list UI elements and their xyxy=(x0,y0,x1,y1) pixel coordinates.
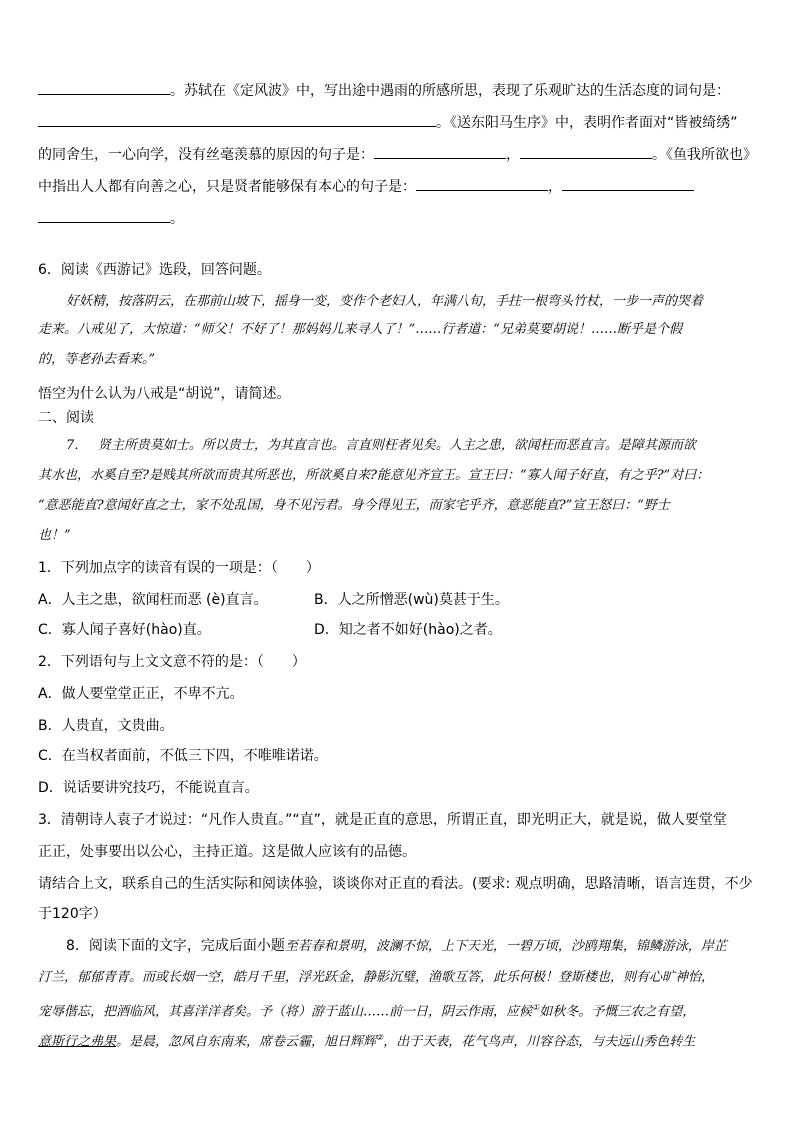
q7-sub2-option-b[interactable]: B．人贵直，文贵曲。 xyxy=(38,718,174,734)
answer-blank[interactable] xyxy=(374,144,506,159)
text: 中指出人人都有向善之心，只是贤者能够保有本心的句子是： xyxy=(38,179,416,195)
q7-sub3-line: 正正，处事要出以公心，主持正道。这是做人应该有的品德。 xyxy=(38,844,416,860)
q7-sub3-line: 请结合上文，联系自己的生活实际和阅读体验，谈谈你对正直的看法。(要求: 观点明确，思路清晰，语言连贯，不少 xyxy=(38,876,753,892)
blank-line-1 xyxy=(38,80,730,101)
footnote-marker: ① xyxy=(532,1003,540,1012)
blank-line-4 xyxy=(38,176,694,197)
q7-sub3-line: 3．清朝诗人袁子才说过：“凡作人贵直。”“直”，就是正直的意思，所谓正直，即光明正大，就是说，做人要堂堂 xyxy=(38,812,727,828)
q7-sub2-option-d[interactable]: D．说话要讲究技巧，不能说直言。 xyxy=(38,780,259,796)
q7-passage-line: “意恶能直?意闻好直之士，家不处乱国，身不见污君。身今得见王，而家宅乎齐，意恶能直?”宣王怒曰：“野士 xyxy=(38,498,670,513)
blank-line-3 xyxy=(38,144,757,165)
blank-line-5 xyxy=(38,208,184,229)
text: 。是晨，忽风自东南来，席卷云霾，旭日辉辉 xyxy=(116,1034,377,1050)
q7-sub1-option-a[interactable]: A．人主之患，欲闻枉而恶 (è)直言。 xyxy=(38,592,268,608)
q7-passage-line: 其水也，水奚自至?是贱其所欲而贵其所恶也，所欲奚自来?能意见齐宣王。宣王曰：“寡人闻子好直，有之乎?”对曰： xyxy=(38,468,710,483)
q6-question: 悟空为什么认为八戒是“胡说”，请简述。 xyxy=(38,386,291,402)
q8-line-1 xyxy=(66,936,727,957)
q7-sub1-option-d[interactable]: D．知之者不如好(hào)之者。 xyxy=(314,622,502,638)
q8-passage-line: 汀兰，郁郁青青。而或长烟一空，皓月千里，浮光跃金，静影沉璧，渔歌互答，此乐何极！登斯楼也，则有心旷神怡， xyxy=(38,970,715,985)
q6-passage-line: 的，等老孙去看来。” xyxy=(38,352,156,367)
answer-blank[interactable] xyxy=(38,112,436,127)
q7-passage-line: 7． 贤主所贵莫如士。所以贵士，为其直言也。言直则枉者见矣。人主之患，欲闻枉而恶直言。是障其源而欲 xyxy=(66,438,696,453)
q8-passage-line xyxy=(38,1028,695,1052)
q7-sub2-option-a[interactable]: A．做人要堂堂正正，不卑不亢。 xyxy=(38,686,244,702)
answer-blank[interactable] xyxy=(520,144,652,159)
text: 宠辱偕忘，把酒临风，其喜洋洋者矣。予（将）游于蓝山……前一日，阴云作雨，应候 xyxy=(38,1004,533,1020)
text: 如秋冬。予慨三农之有望， xyxy=(539,1004,696,1020)
q7-sub2-option-c[interactable]: C．在当权者面前，不低三下四，不唯唯诺诺。 xyxy=(38,748,328,764)
text: ，出于天表，花气鸟声，川容谷态，与夫远山秀色转生 xyxy=(383,1034,696,1050)
text: 。苏轼在《定风波》中，写出途中遇雨的所感所思，表现了乐观旷达的生活态度的词句是： xyxy=(170,83,730,99)
text: 。《鱼我所欲也》 xyxy=(652,147,757,163)
text: 。《送东阳马生序》中，表明作者面对“皆被绮绣” xyxy=(436,115,738,131)
q6-passage-line: 走来。八戒见了，大惊道：“师父！不好了！那妈妈儿来寻人了！”……行者道：“兄弟莫要胡说！……断乎是个假 xyxy=(38,322,682,337)
q8-intro: 8．阅读下面的文字，完成后面小题 xyxy=(66,938,285,954)
q8-passage: 至若春和景明，波澜不惊，上下天光，一碧万顷，沙鸥翔集，锦鳞游泳，岸芷 xyxy=(284,939,727,954)
q7-passage-line: 也！” xyxy=(38,528,71,543)
q6-passage-line: 好妖精，按落阴云，在那前山坡下，摇身一变，变作个老妇人，年满八旬，手拄一根弯头竹杖，一步一声的哭着 xyxy=(66,294,704,309)
section-heading: 二、阅读 xyxy=(38,410,94,426)
text: ， xyxy=(506,147,520,163)
q7-sub1-option-b[interactable]: B．人之所憎恶(wù)莫甚于生。 xyxy=(314,592,509,608)
text: 。 xyxy=(170,211,184,227)
answer-blank[interactable] xyxy=(38,80,170,95)
q7-sub2-stem: 2．下列语句与上文文意不符的是：（ ） xyxy=(38,654,306,670)
text: 的同舍生，一心向学，没有丝毫羡慕的原因的句子是： xyxy=(38,147,374,163)
text: ， xyxy=(548,179,562,195)
q6-title: 6．阅读《西游记》选段，回答问题。 xyxy=(38,262,271,278)
q7-sub1-stem: 1．下列加点字的读音有误的一项是：（ ） xyxy=(38,560,320,576)
answer-blank[interactable] xyxy=(38,208,170,223)
q7-sub3-line: 于120字） xyxy=(38,906,107,922)
q7-sub1-option-c[interactable]: C．寡人闻子喜好(hào)直。 xyxy=(38,622,211,638)
underlined-phrase: 意斯行之弗果 xyxy=(38,1034,117,1050)
answer-blank[interactable] xyxy=(416,176,548,191)
blank-line-2 xyxy=(38,112,738,133)
footnote-marker: ② xyxy=(376,1033,384,1042)
q8-passage-line xyxy=(38,998,695,1022)
answer-blank[interactable] xyxy=(562,176,694,191)
